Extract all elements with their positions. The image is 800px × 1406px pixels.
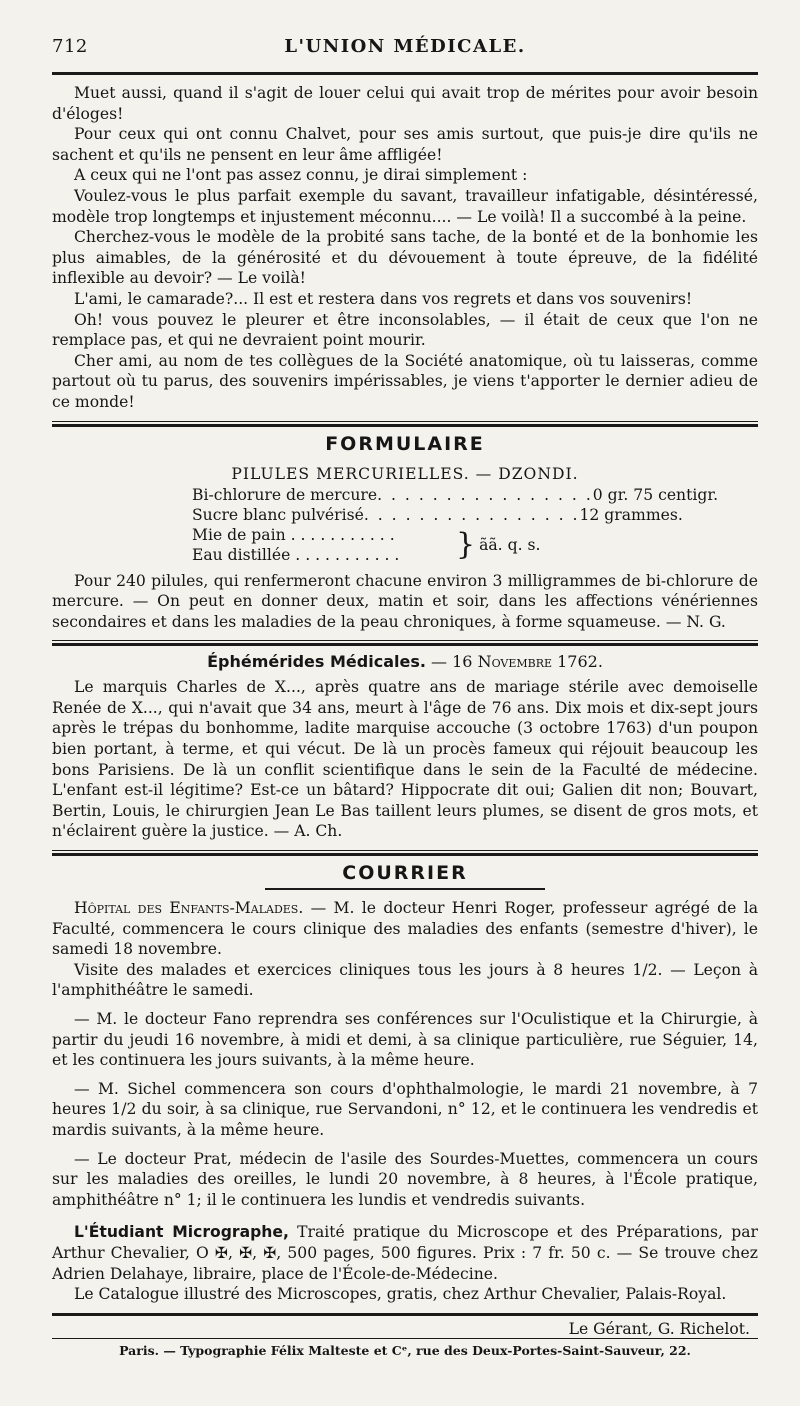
gerant-signature: Le Gérant, G. Richelot. [568,1319,750,1338]
ephemerides-text: Le marquis Charles de X..., après quatre ans de mariage stérile avec demoiselle Renée de X..., qui n'avait que 34 ans, meurt à l'âge de 76 ans. Dix mois et dix-sept jours après le trépas du bonhomme, ladite marquise accouche (3 octobre 1763) d'un poupon bien portant, à terme, et qui vécut. De là un procès fameux qui réjouit beaucoup les bons Parisiens. De là un conflit scientifique dans le sein de la Faculté de médecine. L'enfant est-il légitime? Est-ce un bâtard? Hippocrate dit oui; Galien dit non; Bouvart, Bertin, Louis, le chirurgien Jean Le Bas taillent leurs plumes, se disent de gros mots, et n'éclairent guère la justice. — A. Ch. [52,678,758,841]
header-rule [52,72,758,75]
courrier-section [52,862,758,1210]
footer-rule [52,1313,758,1316]
catalogue-text: Le Catalogue illustré des Microscopes, gratis, chez Arthur Chevalier, Palais-Royal. [74,1285,727,1304]
advert-title: L'Étudiant Micrographe, [74,1223,289,1242]
eulogy-paragraph: Voulez-vous le plus parfait exemple du savant, travailleur infatigable, désintéressé, modèle trop longtemps et injustement méconnu.... — Le voilà! Il a succombé à la peine. [52,186,758,226]
ephemerides-section [52,652,758,842]
formula-text: Pour 240 pilules, qui renfermeront chacune environ 3 milligrammes de bi-chlorure de mercure. — On peut en donner deux, matin et soir, dans les affections vénériennes secondaires et dans les maladies de la peau chroniques, à forme squameuse. — N. G. [52,571,758,631]
courrier-item: — Le docteur Prat, médecin de l'asile des Sourdes-Muettes, commencera un cours sur les maladies des oreilles, le lundi 20 novembre, à 8 heures, à l'École pratique, amphithéâtre n° 1; il le continuera les lundis et vendredis suivants. [52,1149,758,1209]
advert-section [52,1222,758,1304]
heading-underline [265,888,545,890]
section-divider [52,850,758,856]
prescription [192,485,758,565]
eulogy-paragraph: Cherchez-vous le modèle de la probité sans tache, de la bonté et de la bonhomie les plus aimables, de la générosité et du dévouement à toute épreuve, de la fidélité inflexible au devoir? — Le voilà! [52,228,758,288]
courrier-item: — M. Sichel commencera son cours d'ophthalmologie, le mardi 21 novembre, à 7 heures 1/2 du soir, à sa clinique, rue Servandoni, n° 12, et le continuera les vendredis et mardis suivants, à la même heure. [52,1079,758,1139]
eulogy-paragraph: A ceux qui ne l'ont pas assez connu, je dirai simplement : [74,166,528,185]
eulogy-paragraph: Oh! vous pouvez le pleurer et être inconsolables, — il était de ceux que l'on ne remplace pas, et qui ne devraient point mourir. [52,310,758,350]
section-divider [52,421,758,427]
eulogy-paragraph: Muet aussi, quand il s'agit de louer celui qui avait trop de mérites pour avoir besoin d'éloges! [52,84,758,123]
printer-line: Paris. — Typographie Félix Malteste et Cᵉ, rue des Deux-Portes-Saint-Sauveur, 22. [119,1342,691,1358]
ingredient-row: Sucre blanc pulvérisé . . . . . . . . . . . . . . . . 12 grammes. [192,505,683,524]
footer-rule [52,1338,758,1339]
ephemerides-heading [52,652,758,671]
eulogy-paragraph: Cher ami, au nom de tes collègues de la Société anatomique, où tu laisseras, comme partout où tu parus, des souvenirs impérissables, je viens t'apporter le dernier adieu de ce monde! [52,351,758,411]
eulogy-paragraph: Pour ceux qui ont connu Chalvet, pour ses amis surtout, que puis-je dire qu'ils ne sachent et qu'ils ne pensent en leur âme affligée! [52,125,758,164]
section-divider [52,640,758,646]
brace-quantity: ãã. q. s. [479,535,541,554]
eulogy-section [52,83,758,413]
courrier-heading: COURRIER [342,862,468,885]
ingredient-brace-group: Mie de pain . . . . . . . . . . . Eau distillée . . . . . . . . . . . } ãã. q. s. [192,525,541,564]
formulaire-section [52,433,758,633]
ephemerides-title: Éphémérides Médicales. [207,652,426,672]
ephemerides-date: — 16 Novembre 1762. [431,652,603,672]
formula-subtitle: PILULES MERCURIELLES. — DZONDI. [231,464,579,483]
page-header [52,30,758,72]
ingredient-row: Bi-chlorure de mercure . . . . . . . . . . . . . . . . 0 gr. 75 centigr. [192,485,719,504]
advert-text: L'Étudiant Micrographe, Traité pratique du Microscope et des Préparations, par Arthur Chevalier, O ✠, ✠, ✠, 500 pages, 500 figures. Prix : 7 fr. 50 c. — Se trouve chez Adrien Delahaye, libraire, place de l'École-de-Médecine. [52,1223,758,1283]
brace-glyph: } [456,526,476,562]
courrier-item: Hôpital des Enfants-Malades. — M. le docteur Henri Roger, professeur agrégé de la Faculté, commencera le cours clinique des maladies des enfants (semestre d'hiver), le samedi 18 novembre. [52,899,759,959]
courrier-item: Visite des malades et exercices cliniques tous les jours à 8 heures 1/2. — Leçon à l'amphithéâtre le samedi. [52,960,758,1000]
journal-title: L'UNION MÉDICALE. [284,36,526,57]
page-number: 712 [52,36,88,57]
eulogy-paragraph: L'ami, le camarade?... Il est et restera dans vos regrets et dans vos souvenirs! [74,289,693,308]
formulaire-heading: FORMULAIRE [325,432,485,455]
courrier-item: — M. le docteur Fano reprendra ses conférences sur l'Oculistique et la Chirurgie, à partir du jeudi 16 novembre, à midi et demi, à sa clinique particulière, rue Séguier, 14, et les continuera les jours suivants, à la même heure. [52,1010,758,1070]
